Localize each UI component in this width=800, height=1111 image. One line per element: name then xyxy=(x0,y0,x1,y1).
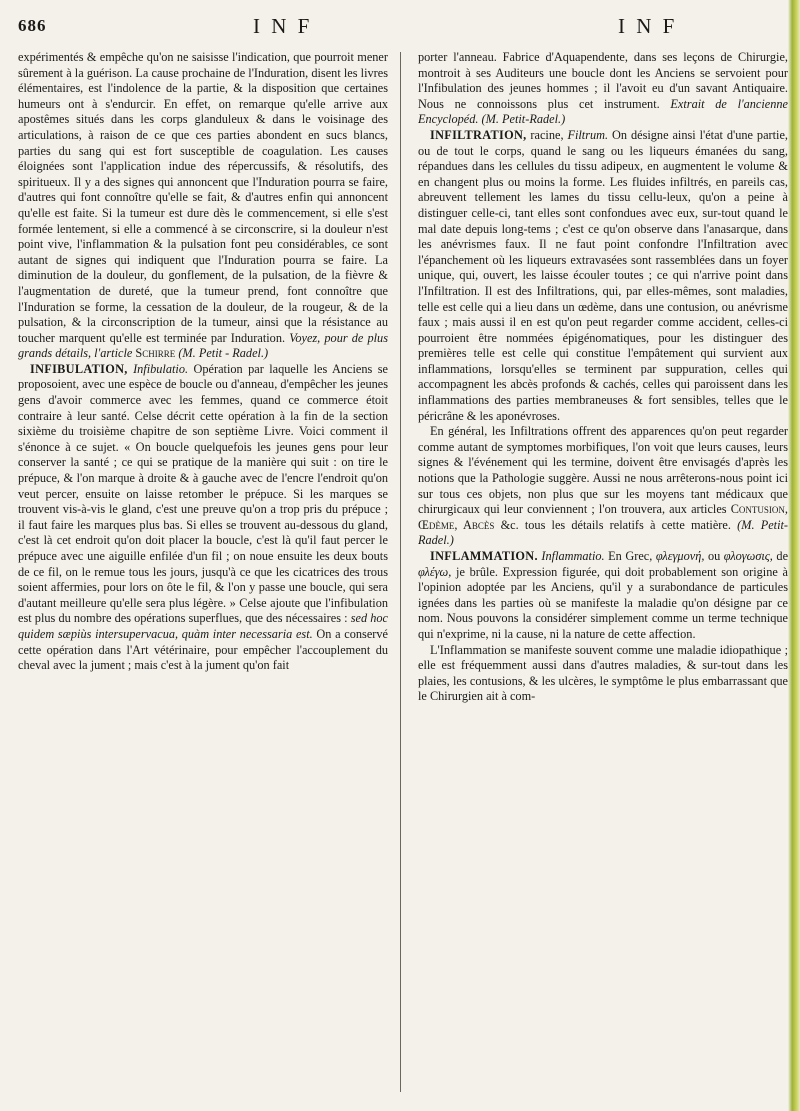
paragraph xyxy=(18,50,388,362)
body-text: L'Inflammation se manifeste souvent comme une maladie idiopathique ; elle est fréquemment aussi dans d'autres maladies, & sur-tout dans les plaies, les contusions, & les ulcères, le symptôme le plus embarrassant que le Chirurgien ait à com- xyxy=(418,642,788,704)
latin-term: Filtrum. xyxy=(567,127,609,142)
page-edge-strip xyxy=(788,0,800,1111)
entry-term: INFILTRATION, xyxy=(430,127,527,142)
entry-infibulation xyxy=(18,362,388,674)
body-text: expérimentés & empêche qu'on ne saisisse l'indication, que pourroit mener sûrement à la guérison. La cause prochaine de l'Induration, disent les livres élémentaires, est l'indolence de la partie, & la disposition que certaines humeurs ont à s'endurcir. En effet, on remarque qu'elle arrive aux apostêmes situés dans les corps glanduleux & dans le voisinage des articulations, à raison de ce que ces parties abondent en sucs blancs, parties du sang qui est fort susceptible de coagulation. Les causes éloignées sont l'application indue des répercussifs, & résolutifs, des spiritueux. Il y a des signes qui annoncent que l'Induration pourra se faire, d'autres qui font connoître qu'elle se fait, & d'autres enfin qui annoncent qu'elle est faite. Si la tumeur est dure dès le commencement, si elle s'est formée lentement, si elle a commencé à se circonscrire, si la douleur n'est point vive, l'inflammation & la pulsation font peu considérables, ce sont autant de signes qui indiquent que l'Induration pourra se faire. La diminution de la douleur, du gonflement, de la pulsation, de la fièvre & l'augmentation de dureté, que la tumeur prend, font connoître que l'Induration se forme, la cessation de la douleur, de la rougeur, & de la pulsation, & la circonscription de la tumeur, ainsi que la résistance au toucher marquent qu'elle est terminée par Induration. xyxy=(18,50,388,345)
body-text: En général, les Infiltrations offrent des apparences qu'on peut regarder comme autant de symptomes morbifiques, l'on voit que leurs causes, leurs signes & l'événement qui les termine, doivent être envisagés d'après les notions que la Pathologie suggère. Aussi ne nous arrêterons-nous point ici sur tous ces objets, non plus que sur les moyens tant médicaux que chirurgicaux qui leur conviennent ; l'on trouvera, aux articles xyxy=(418,424,788,517)
author-signature: (M. Petit-Radel.) xyxy=(418,517,788,548)
running-title-right: I N F xyxy=(618,14,678,38)
greek-term: φλέγω, xyxy=(418,564,452,579)
article-reference: Contusion, Œdème, Abcès xyxy=(418,502,788,532)
column-divider xyxy=(400,52,401,1092)
source-note: Extrait de l'ancienne Encyclopéd. xyxy=(418,96,788,127)
body-text: En Grec, xyxy=(608,549,653,563)
author-signature: (M. Petit - Radel.) xyxy=(178,346,269,361)
left-column xyxy=(18,50,388,1100)
paragraph xyxy=(418,50,788,128)
cross-reference: Voyez, pour de plus grands détails, l'article xyxy=(18,330,388,361)
running-title-left: I N F xyxy=(253,14,313,38)
paragraph xyxy=(418,643,788,705)
author-signature: (M. Petit-Radel.) xyxy=(481,112,566,127)
entry-inflammation xyxy=(418,549,788,643)
greek-term: φλεγμονή, xyxy=(655,549,705,563)
body-text: porter l'anneau. Fabrice d'Aquapendente, dans ses leçons de Chirurgie, montroit à ses Auditeurs une boucle dont les Anciens se servoient pour l'Infibulation des jeunes hommes ; il l'avoit eu d'un savant Antiquaire. Nous ne connoissons plus cet instrument. xyxy=(418,50,788,111)
body-text: racine, xyxy=(530,127,564,142)
entry-infiltration xyxy=(418,128,788,424)
right-column xyxy=(418,50,788,1100)
entry-term: INFLAMMATION. xyxy=(430,549,538,563)
body-text: de xyxy=(776,549,788,563)
latin-quote: sed hoc quidem sæpiùs intersupervacua, quàm inter necessaria est. xyxy=(18,611,388,641)
latin-term: Infibulatio. xyxy=(133,361,189,376)
body-text: Opération par laquelle les Anciens se proposoient, avec une espèce de boucle ou d'anneau, d'empêcher les jeunes gens d'avoir commerce avec les femmes, quand ce commerce étoit contraire à leur santé. Celse décrit cette opération à la fin de la section sixième du troisième chapitre de son septième Livre. Voici comment il s'énonce à ce sujet. « On boucle quelquefois les jeunes gens pour leur conserver la santé ; ce qui se pratique de la manière qui suit : on tire le prépuce, & l'on marque à droite & à gauche avec de l'encre l'endroit qu'on veut percer, ensuite on laisse retomber le prépuce. Si les marques se trouvent vis-à-vis le gland, c'est une preuve qu'on a trop pris du prépuce ; il faut faire les marques plus bas. Si elles se trouvent au-dessous du gland, c'est là cet endroit qu'on doit placer la boucle, c'est là qu'il faut percer le prépuce avec une aiguille enfilée d'un fil ; on noue ensuite les deux bouts de ce fil, on le remue tous les jours, jusqu'à ce que les cicatrices des trous soient affermies, pour lors on ôte le fil, & l'on y passe une boucle, qui sera d'autant meilleure qu'elle sera plus légère. » Celse ajoute que l'infibulation est plus du nombre des opérations superflues, que des nécessaires : xyxy=(18,361,388,626)
body-text: &c. tous les détails relatifs à cette matière. xyxy=(500,517,731,532)
article-reference: Schirre xyxy=(135,346,176,361)
body-text: je brûle. Expression figurée, qui doit probablement son origine à l'opinion adoptée par les Anciens, qu'il y a surabondance de particules ignées dans les parties où se manifeste la maladie qu'on désigne par ce nom. Nous pouvons la considérer simplement comme un terme technique qui n'exprime, ni la cause, ni la nature de cette affection. xyxy=(418,564,788,641)
entry-term: INFIBULATION, xyxy=(30,361,128,376)
body-text: ou xyxy=(707,549,721,563)
running-head xyxy=(18,14,782,44)
latin-term: Inflammatio. xyxy=(541,549,605,563)
page-number: 686 xyxy=(18,16,47,35)
body-text: On a conservé cette opération dans l'Art vétérinaire, pour empêcher l'accouplement du cheval avec la jument ; mais c'est à la jument qu'on fait xyxy=(18,626,388,673)
body-text: On désigne ainsi l'état d'une partie, ou de tout le corps, quand le sang ou les liqueurs émanées du sang, répandues dans les cellules du tissu adipeux, en augmentent le volume & en changent plus ou moins la forme. Les fluides infiltrés, en pareils cas, abreuvent tellement les lames du tissu cellu-leux, qu'on a peine à distinguer celle-ci, tant elles sont confondues avec eux, sur-tout quand le mal date depuis long-tems ; c'est ce qu'on observe dans l'anasarque, dans les anévrismes faux. Il ne faut point confondre l'Infiltration avec l'épanchement où les liqueurs extravasées sont rassemblées dans un foyer unique, qui, ouvert, les laisse écouler toutes ; ce qui n'arrive point dans l'Infiltration. Il est des Infiltrations, qui, par elles-mêmes, sont maladies, telle est celle qui a lieu dans un œdème, dans une contusion, ou anévrisme faux ; mais aussi il en est qu'on peut regarder comme accident, celles-ci pourroient être nommées épigénomatiques, pour les distinguer des premières telle est celle qui constitue l'empâtement qui survient aux inflammations, lorsqu'elles se terminent par suppuration, celles qui accompagnent les abcès profonds & cachés, celles qui paroissent dans les inflammations des parties membraneuses & fort sensibles, telles que le péricrâne & les aponévroses. xyxy=(418,127,788,423)
greek-term: φλογωσις, xyxy=(723,549,773,563)
paragraph xyxy=(418,424,788,549)
